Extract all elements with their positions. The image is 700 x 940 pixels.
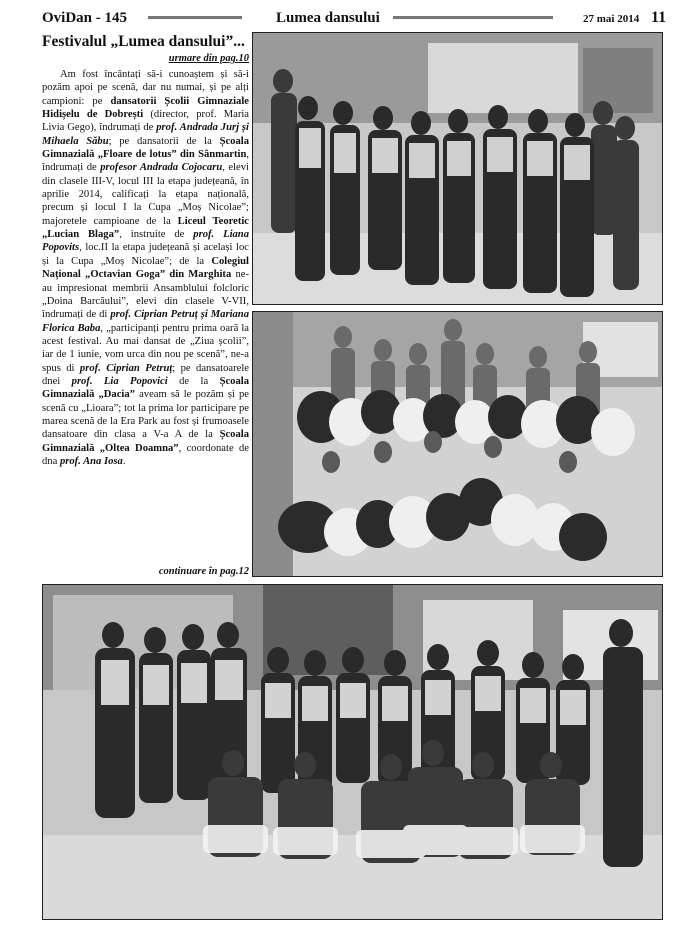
photo-3-image bbox=[43, 585, 662, 919]
section-title: Lumea dansului bbox=[276, 10, 380, 26]
issue-date: 27 mai 2014 bbox=[583, 13, 640, 25]
article-body: Am fost încântați să-i cunoaștem și să-i pozăm apoi pe scenă, dar nu numai, și pe alți campioni: pe dansatorii Școlii Gimnaziale Hidișelu de Dobrești (director, prof. Maria Livia Gego), îndrumați de prof. Andrada Jurj și Mihaela Săbu; pe dansatorii de la Școala Gimnazială „Floare de lotus” din Sânmartin, îndrumați de profesor Andrada Cojocaru, elevi din clasele III-V, locul III la etapa județeană, în aprilie 2014, calificați la etapa națională, precum și locul I la Cupa „Moș Nicolae”; majoretele campioane de la Liceul Teoretic „Lucian Blaga”, instruite de prof. Liana Popovits, loc.II la etapa județeană și același loc și la Cupa „Moș Nicolae”; de la Colegiul Național „Octavian Goga” din Marghita ne-au impresionat membrii Ansamblului folcloric „Doina Barcăului”, elevi din clasele V-VII, îndrumați de di prof. Ciprian Petruț și Mariana Florica Baba, „participanți pentru prima oară la acest festival. Au mai dansat de „Ziua școlii”, iar de 1 iunie, vom urca din nou pe scenă”, ne-a spus di prof. Ciprian Petruț; pe dansatoarele dnei prof. Lia Popovici de la Școala Gimnazială „Dacia” aveam să le pozăm și pe scenă cu „Lioara”; tot la prima lor participare pe marea scenă de la Era Park au fost și frumoasele dansatoare din clasa a V-a A de la Școala Gimnazială „Oltea Doamna”, coordonate de dna prof. Ana Iosa. bbox=[42, 69, 250, 467]
page-header bbox=[0, 8, 700, 30]
header-rule-left bbox=[148, 16, 242, 19]
photo-folk-costume-group bbox=[42, 584, 663, 920]
page-number: 11 bbox=[651, 9, 667, 26]
continued-from-note: urmare din pag.10 bbox=[168, 53, 249, 64]
publication-issue: OviDan - 145 bbox=[42, 10, 128, 26]
continued-to-note: continuare în pag.12 bbox=[158, 566, 249, 577]
photo-cheerleaders-group bbox=[252, 311, 663, 577]
photo-1-image bbox=[253, 33, 662, 304]
article-title: Festivalul „Lumea dansului”... bbox=[42, 33, 245, 50]
photo-dancers-school-group bbox=[252, 32, 663, 305]
photo-2-image bbox=[253, 312, 662, 576]
header-rule-right bbox=[393, 16, 553, 19]
article-column bbox=[42, 32, 249, 580]
